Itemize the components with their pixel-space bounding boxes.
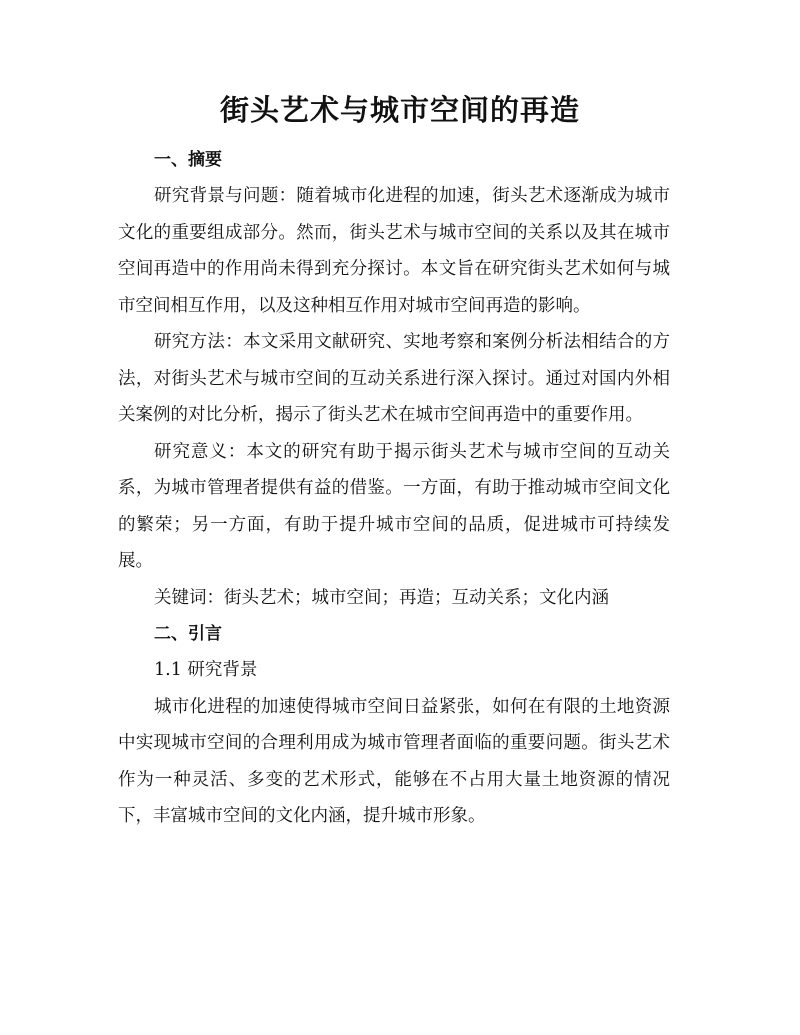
abstract-method-paragraph: 研究方法：本文采用文献研究、实地考察和案例分析法相结合的方法，对街头艺术与城市空间的互动关系进行深入探讨。通过对国内外相关案例的对比分析，揭示了街头艺术在城市空间再造中的重要作用。 xyxy=(118,332,670,425)
abstract-significance-paragraph: 研究意义：本文的研究有助于揭示街头艺术与城市空间的互动关系，为城市管理者提供有益的借鉴。一方面，有助于推动城市空间文化的繁荣；另一方面，有助于提升城市空间的品质，促进城市可持续发展。 xyxy=(118,441,670,571)
intro-paragraph: 城市化进程的加速使得城市空间日益紧张，如何在有限的土地资源中实现城市空间的合理利用成为城市管理者面临的重要问题。街头艺术作为一种灵活、多变的艺术形式，能够在不占用大量土地资源的情况下，丰富城市空间的文化内涵，提升城市形象。 xyxy=(118,696,670,826)
abstract-background-paragraph: 研究背景与问题：随着城市化进程的加速，街头艺术逐渐成为城市文化的重要组成部分。然而，街头艺术与城市空间的关系以及其在城市空间再造中的作用尚未得到充分探讨。本文旨在研究街头艺术如何与城市空间相互作用，以及这种相互作用对城市空间再造的影响。 xyxy=(118,186,670,316)
document-title: 街头艺术与城市空间的再造 xyxy=(219,93,580,127)
intro-heading: 二、引言 xyxy=(154,624,222,644)
keywords-line: 关键词：街头艺术；城市空间；再造；互动关系；文化内涵 xyxy=(154,587,609,608)
document-body xyxy=(118,142,670,835)
section-1-1-heading: 1.1 研究背景 xyxy=(154,660,258,680)
abstract-heading: 一、摘要 xyxy=(154,150,222,170)
